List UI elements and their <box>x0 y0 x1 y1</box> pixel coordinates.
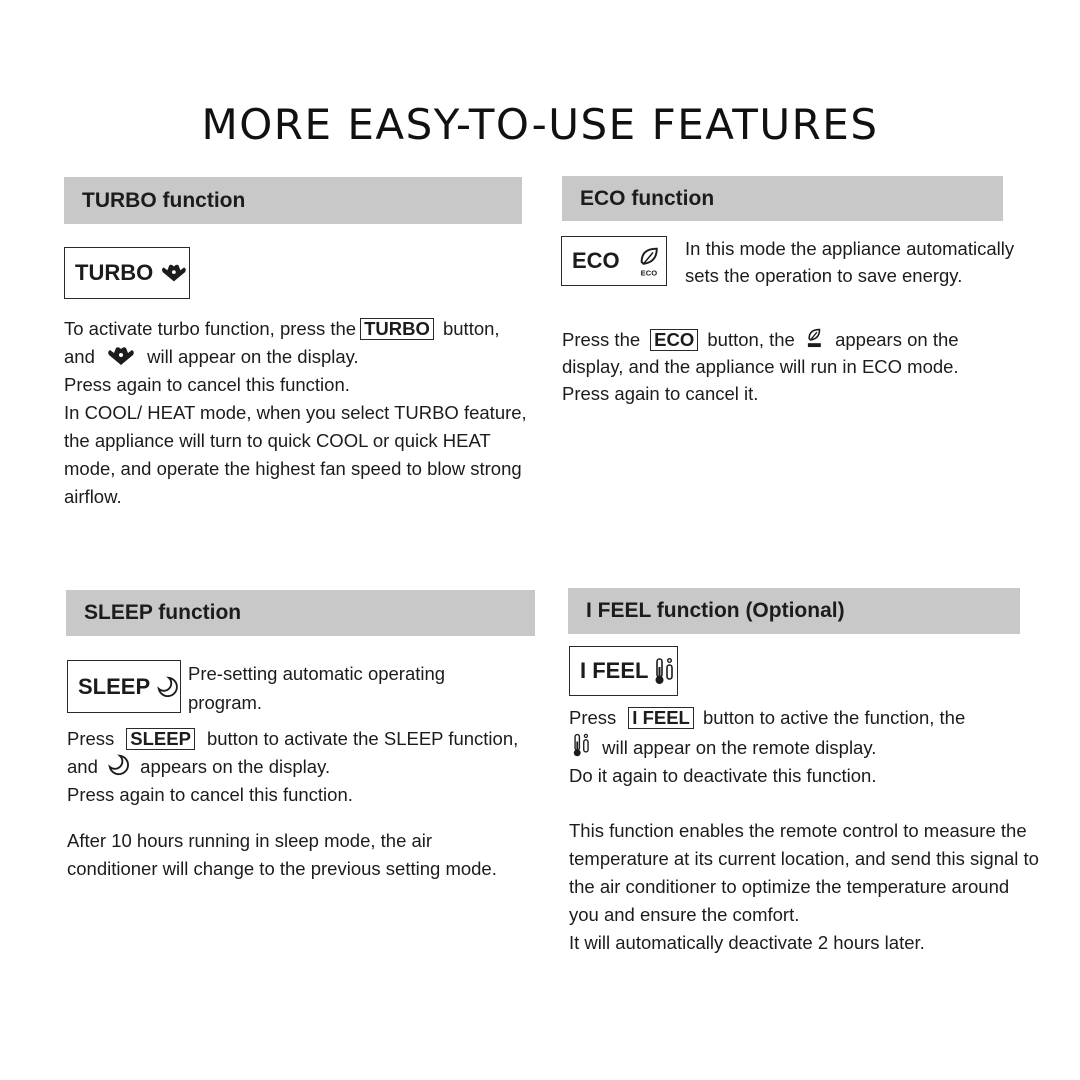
eco-icon-sublabel: ECO <box>640 268 657 278</box>
sleep-text-3: appears on the display. <box>140 756 331 777</box>
eco-inline-leaf-icon <box>804 326 826 350</box>
ifeel-section-header: I FEEL function (Optional) <box>568 588 1020 634</box>
eco-box-label: ECO <box>572 248 620 273</box>
eco-button-graphic <box>561 236 667 286</box>
ifeel-text-6: It will automatically deactivate 2 hours later. <box>569 932 925 953</box>
ifeel-text-5: This function enables the remote control to measure the temperature at its current location, and send this signal to the air conditioner to optimize the temperature around you and ensure the comfort. <box>569 820 1039 925</box>
page-title: MORE EASY-TO-USE FEATURES <box>201 100 879 149</box>
eco-text-1: Press the <box>562 329 641 350</box>
eco-inline-button: ECO <box>650 329 698 351</box>
sleep-text-1: Press <box>67 728 115 749</box>
sleep-description <box>67 725 527 883</box>
turbo-section-header: TURBO function <box>64 177 522 224</box>
sleep-button-graphic <box>67 660 181 713</box>
ifeel-text-4: Do it again to deactivate this function. <box>569 765 877 786</box>
eco-leaf-icon <box>634 244 666 278</box>
thermometer-icon <box>654 656 676 686</box>
turbo-button-graphic <box>64 247 190 299</box>
sleep-text-2: button to activate the SLEEP function, and <box>67 728 519 777</box>
ifeel-button-graphic <box>569 646 678 696</box>
turbo-inline-button: TURBO <box>360 318 434 340</box>
eco-section-header: ECO function <box>562 176 1003 221</box>
turbo-description <box>64 315 534 511</box>
turbo-text-4: Press again to cancel this function. <box>64 374 350 395</box>
ifeel-inline-button: I FEEL <box>628 707 694 729</box>
eco-text-2: button, the <box>707 329 795 350</box>
ifeel-inline-thermometer-icon <box>571 732 593 758</box>
turbo-icon <box>159 262 189 284</box>
turbo-text-5: In COOL/ HEAT mode, when you select TURBO feature, the appliance will turn to quick COOL or quick HEAT mode, and operate the highest fan speed to blow strong airflow. <box>64 402 527 507</box>
eco-description <box>562 326 1012 407</box>
sleep-box-label: SLEEP <box>78 673 151 699</box>
turbo-inline-icon <box>104 345 138 367</box>
ifeel-description <box>569 704 1039 957</box>
turbo-box-label: TURBO <box>75 260 154 285</box>
eco-text-3: appears on the display, and the appliance will run in ECO mode. <box>562 329 959 377</box>
sleep-section-header: SLEEP function <box>66 590 535 636</box>
sleep-text-4: Press again to cancel this function. <box>67 784 353 805</box>
turbo-text-3: will appear on the display. <box>147 346 359 367</box>
eco-text-4: Press again to cancel it. <box>562 383 759 404</box>
sleep-inline-moon-icon <box>107 753 131 777</box>
eco-mode-description: In this mode the appliance automatically sets the operation to save energy. <box>685 238 1015 286</box>
sleep-mode-description: Pre-setting automatic operating program. <box>188 663 446 713</box>
moon-icon <box>156 674 180 700</box>
ifeel-text-1: Press <box>569 707 617 728</box>
turbo-text-1: To activate turbo function, press the <box>64 318 357 339</box>
ifeel-box-label: I FEEL <box>580 658 649 683</box>
sleep-text-5: After 10 hours running in sleep mode, the air conditioner will change to the previous setting mode. <box>67 830 497 879</box>
turbo-text-2: button, and <box>64 318 500 367</box>
sleep-inline-button: SLEEP <box>126 728 195 750</box>
ifeel-text-2: button to active the function, the <box>703 707 966 728</box>
ifeel-text-3: will appear on the remote display. <box>602 737 877 758</box>
